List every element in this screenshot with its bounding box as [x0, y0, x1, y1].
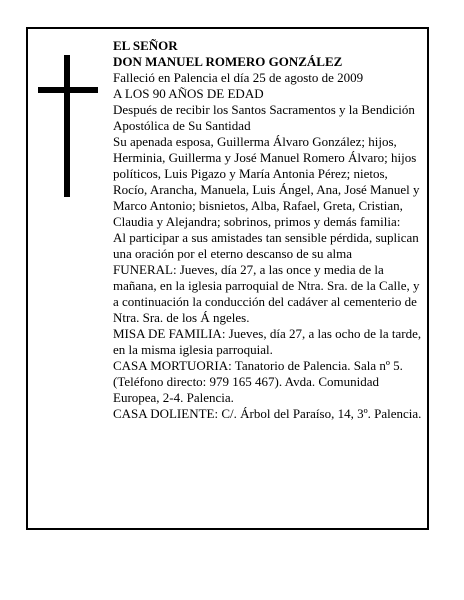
obituary-text — [113, 38, 423, 422]
funeral-paragraph: FUNERAL: Jueves, día 27, a las once y media de la mañana, en la iglesia parroquial de Ntra. Sra. de la Calle, y a continuación la conducción del cadáver al cementerio de Ntra. Sra. de los Á ngeles. — [113, 262, 420, 325]
title-line-1: EL SEÑOR — [113, 38, 178, 53]
mass-paragraph: MISA DE FAMILIA: Jueves, día 27, a las ocho de la tarde, en la misma iglesia parroquial. — [113, 326, 422, 357]
deceased-name: DON MANUEL ROMERO GONZÁLEZ — [113, 54, 343, 69]
family-paragraph: Su apenada esposa, Guillerma Álvaro González; hijos, Herminia, Guillerma y José Manuel Romero Álvaro; hijos políticos, Luis Pigazo y María Antonia Pérez; nietos, Rocío, Arancha, Manuela, Luis Ángel, Ana, José Manuel y Marco Antonio; bisnietos, Alba, Rafael, Greta, Cristian, Claudia y Alejandra; sobrinos, primos y demás familia: — [113, 134, 420, 229]
latin-cross-icon — [38, 55, 98, 197]
mortuary-paragraph: CASA MORTUORIA: Tanatorio de Palencia. Sala nº 5. (Teléfono directo: 979 165 467). Avda. Comunidad Europea, 2-4. Palencia. — [113, 358, 403, 405]
home-paragraph: CASA DOLIENTE: C/. Árbol del Paraíso, 14, 3º. Palencia. — [113, 406, 422, 421]
cross-vertical-bar — [64, 55, 70, 197]
age-line: A LOS 90 AÑOS DE EDAD — [113, 86, 264, 101]
request-paragraph: Al participar a sus amistades tan sensible pérdida, suplican una oración por el eterno descanso de su alma — [113, 230, 419, 261]
sacraments-paragraph: Después de recibir los Santos Sacramentos y la Bendición Apostólica de Su Santidad — [113, 102, 415, 133]
death-line: Falleció en Palencia el día 25 de agosto de 2009 — [113, 70, 364, 85]
cross-horizontal-bar — [38, 87, 98, 93]
